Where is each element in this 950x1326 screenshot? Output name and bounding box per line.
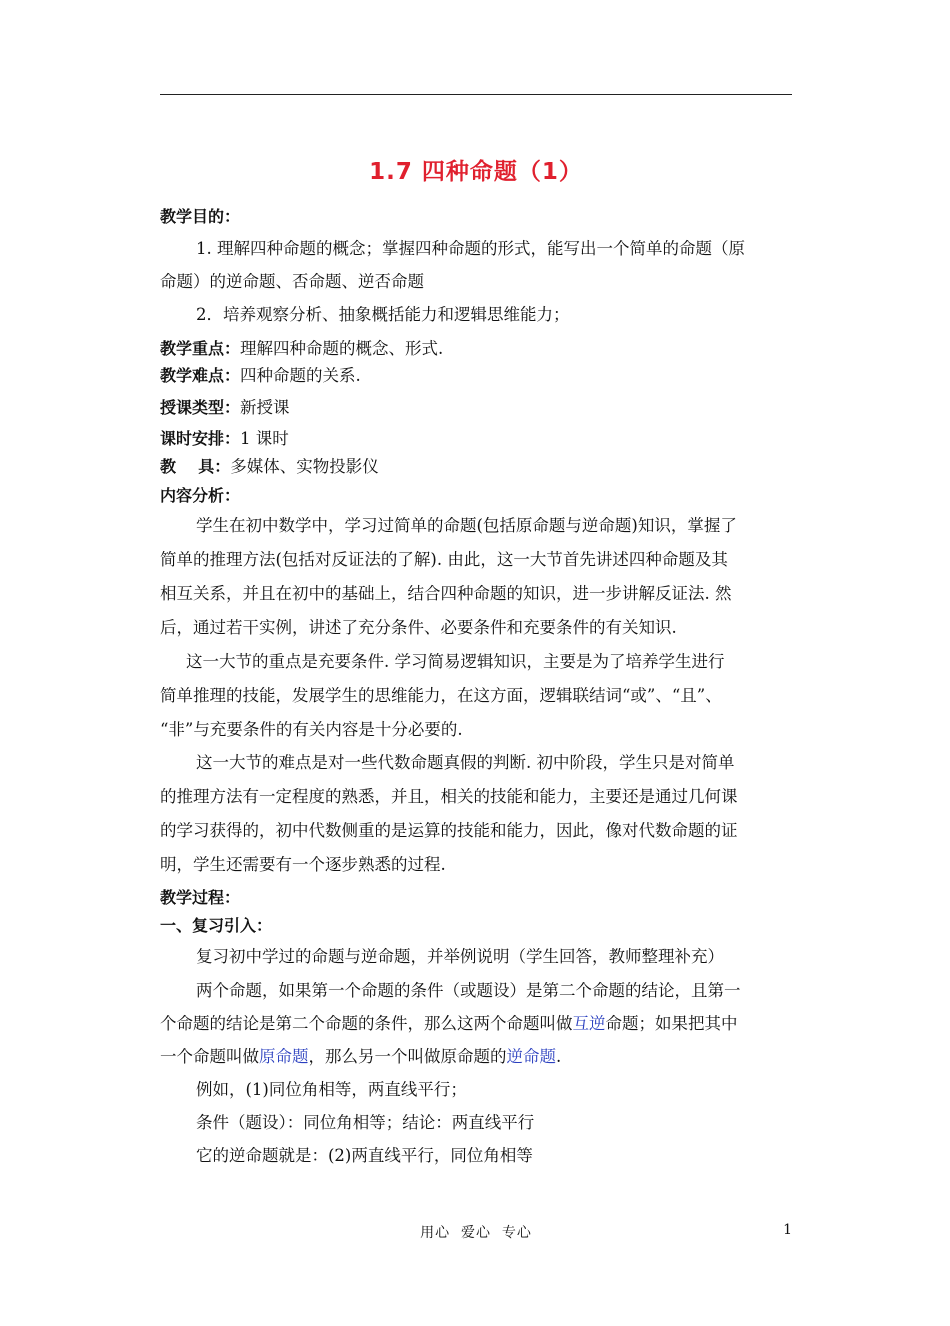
- definition-text: 命题；如果把其中: [605, 1014, 738, 1033]
- analysis-p2-line1: 这一大节的重点是充要条件. 学习简易逻辑知识，主要是为了培养学生进行: [186, 652, 725, 671]
- analysis-p1-line1: 学生在初中数学中，学习过简单的命题(包括原命题与逆命题)知识，掌握了: [196, 516, 737, 535]
- analysis-p3-line2: 的推理方法有一定程度的熟悉，并且，相关的技能和能力，主要还是通过几何课: [160, 787, 738, 806]
- difficulty-label: 教学难点：: [160, 366, 241, 385]
- definition-text: 一个命题叫做: [160, 1047, 259, 1066]
- goal-item2: 2．培养观察分析、抽象概括能力和逻辑思维能力；: [196, 305, 570, 324]
- type-row: [160, 397, 290, 419]
- analysis-p3-line4: 明，学生还需要有一个逐步熟悉的过程.: [160, 855, 446, 874]
- analysis-p3-line3: 的学习获得的，初中代数侧重的是运算的技能和能力，因此，像对代数命题的证: [160, 821, 738, 840]
- type-value: 新授课: [240, 398, 290, 417]
- focus-label: 教学重点：: [160, 339, 241, 358]
- focus-row: [160, 338, 443, 360]
- section1-heading: 一、复习引入：: [160, 916, 273, 935]
- term-mutual-inverse: 互逆: [572, 1014, 606, 1033]
- time-value: 1 课时: [240, 429, 289, 448]
- footer-motto: 用心 爱心 专心: [420, 1225, 532, 1241]
- review-line: 复习初中学过的命题与逆命题，并举例说明（学生回答，教师整理补充）: [196, 947, 724, 966]
- analysis-heading: 内容分析：: [160, 486, 241, 505]
- time-label: 课时安排：: [160, 429, 241, 448]
- term-converse-proposition: 逆命题: [506, 1047, 556, 1066]
- definition-line1: 两个命题，如果第一个命题的条件（或题设）是第二个命题的结论，且第一: [196, 981, 741, 1000]
- tools-value: 多媒体、实物投影仪: [230, 457, 379, 476]
- time-row: [160, 428, 289, 450]
- analysis-p2-line2: 简单推理的技能，发展学生的思维能力，在这方面，逻辑联结词“或”、“且”、: [160, 686, 722, 705]
- analysis-p1-line4: 后，通过若干实例，讲述了充分条件、必要条件和充要条件的有关知识.: [160, 618, 677, 637]
- term-original-proposition: 原命题: [259, 1047, 309, 1066]
- goal-heading: 教学目的：: [160, 207, 241, 226]
- lesson-title: 1.7 四种命题（1）: [369, 159, 583, 185]
- definition-text: .: [556, 1047, 562, 1066]
- analysis-p2-line3: “非”与充要条件的有关内容是十分必要的.: [160, 720, 463, 739]
- process-heading: 教学过程：: [160, 888, 241, 907]
- header-rule: [160, 94, 792, 95]
- difficulty-value: 四种命题的关系.: [240, 366, 361, 385]
- analysis-p3-line1: 这一大节的难点是对一些代数命题真假的判断. 初中阶段，学生只是对简单: [196, 753, 735, 772]
- type-label: 授课类型：: [160, 398, 241, 417]
- example-line3: 它的逆命题就是：(2)两直线平行，同位角相等: [196, 1146, 533, 1165]
- definition-text: ，那么另一个叫做原命题的: [308, 1047, 507, 1066]
- example-line1: 例如，(1)同位角相等，两直线平行；: [196, 1080, 467, 1099]
- goal-item1-line1: 1. 理解四种命题的概念；掌握四种命题的形式，能写出一个简单的命题（原: [196, 239, 745, 258]
- page-number: 1: [783, 1222, 792, 1238]
- analysis-p1-line2: 简单的推理方法(包括对反证法的了解). 由此，这一大节首先讲述四种命题及其: [160, 550, 728, 569]
- tools-label: 教 具：: [160, 457, 231, 476]
- tools-row: [160, 456, 379, 478]
- definition-text: 个命题的结论是第二个命题的条件，那么这两个命题叫做: [160, 1014, 573, 1033]
- definition-line3: [160, 1046, 561, 1068]
- example-line2: 条件（题设）：同位角相等；结论：两直线平行: [196, 1113, 535, 1132]
- goal-item1-line2: 命题）的逆命题、否命题、逆否命题: [160, 272, 424, 291]
- definition-line2: [160, 1013, 738, 1035]
- difficulty-row: [160, 365, 361, 387]
- analysis-p1-line3: 相互关系，并且在初中的基础上，结合四种命题的知识，进一步讲解反证法. 然: [160, 584, 732, 603]
- focus-value: 理解四种命题的概念、形式.: [240, 339, 444, 358]
